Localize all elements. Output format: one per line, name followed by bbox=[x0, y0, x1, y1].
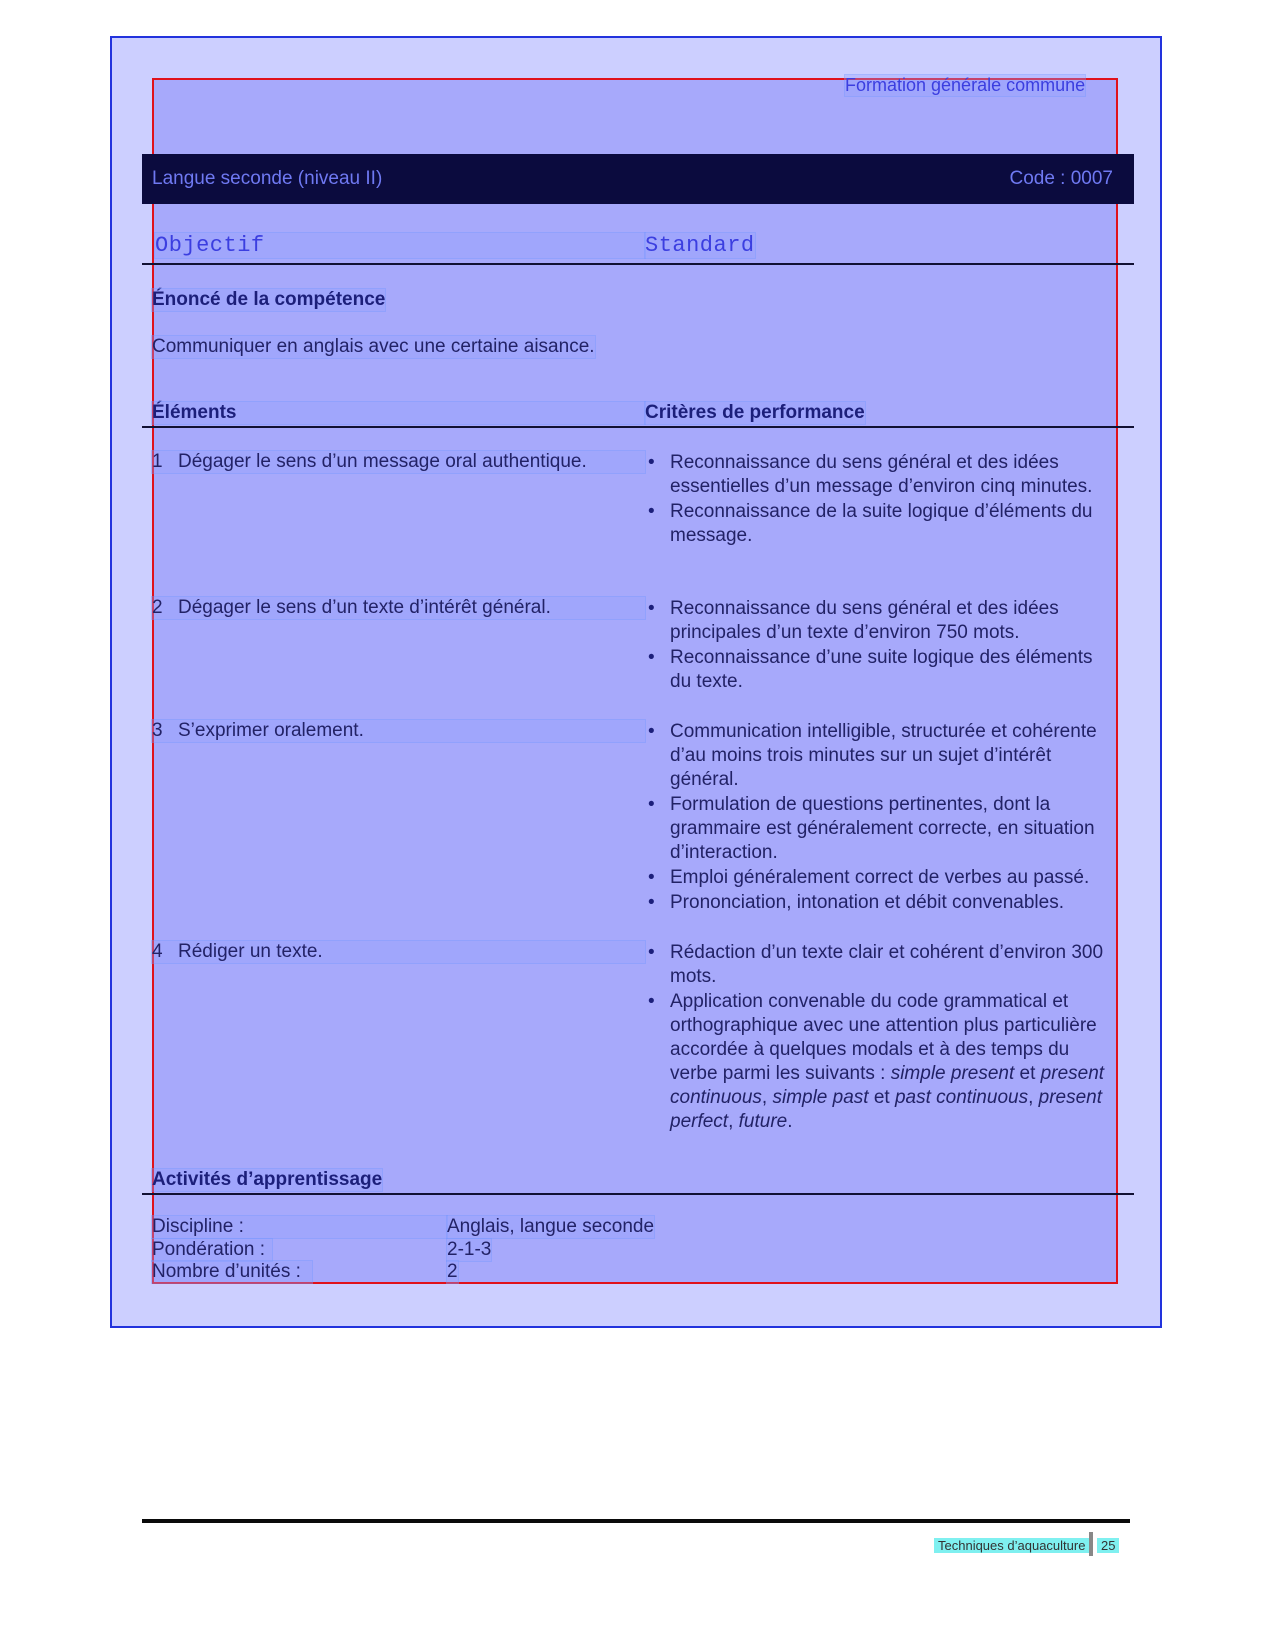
weighting-value: 2-1-3 bbox=[447, 1239, 492, 1260]
criterion: • Reconnaissance du sens général et des idées essentielles d’un message d’environ cinq minutes. bbox=[648, 451, 1103, 499]
criterion-text: et bbox=[1014, 1063, 1041, 1084]
element-number: 2 bbox=[152, 597, 163, 618]
element-text: S’exprimer oralement. bbox=[178, 720, 364, 741]
criterion: • Rédaction d’un texte clair et cohérent d’environ 300 mots. bbox=[648, 941, 1108, 989]
competence-heading: Énoncé de la compétence bbox=[152, 289, 386, 310]
criterion-text: , bbox=[761, 1087, 773, 1108]
criteria-heading: Critères de performance bbox=[645, 402, 865, 423]
tense-name: present perfect bbox=[670, 1087, 1103, 1132]
element-text: Rédiger un texte. bbox=[178, 941, 323, 962]
criterion-text: Application convenable du code grammatical et orthographique avec une attention plus particulière accordée à quelques modals et à des temps du verbe parmi les suivants : bbox=[670, 991, 1097, 1084]
standard-column-label: Standard bbox=[645, 233, 755, 258]
element-text: Dégager le sens d’un message oral authentique. bbox=[178, 451, 587, 472]
criteria-list bbox=[648, 597, 1103, 695]
element-number: 3 bbox=[152, 720, 163, 741]
element-row bbox=[152, 720, 645, 742]
course-code: Code : 0007 bbox=[1009, 168, 1113, 189]
discipline-value: Anglais, langue seconde bbox=[447, 1216, 655, 1237]
criterion bbox=[648, 990, 1108, 1134]
tense-name: simple present bbox=[890, 1063, 1015, 1084]
criterion: • Reconnaissance de la suite logique d’éléments du message. bbox=[648, 500, 1103, 548]
element-row bbox=[152, 941, 645, 963]
footer-separator bbox=[1089, 1532, 1093, 1556]
element-text: Dégager le sens d’un texte d’intérêt général. bbox=[178, 597, 551, 618]
criterion: • Emploi généralement correct de verbes au passé. bbox=[648, 866, 1108, 890]
tense-name: present continuous bbox=[670, 1063, 1105, 1108]
element-row bbox=[152, 597, 645, 619]
criterion: • Reconnaissance d’une suite logique des éléments du texte. bbox=[648, 646, 1103, 694]
criterion-text: et bbox=[868, 1087, 895, 1108]
units-value: 2 bbox=[447, 1261, 458, 1282]
discipline-label: Discipline : bbox=[152, 1216, 447, 1238]
course-title: Langue seconde (niveau II) bbox=[152, 168, 383, 189]
footer-rule bbox=[142, 1519, 1130, 1523]
criterion: • Reconnaissance du sens général et des idées principales d’un texte d’environ 750 mots. bbox=[648, 597, 1103, 645]
objective-column-label: Objectif bbox=[155, 233, 645, 258]
criterion: • Communication intelligible, structurée et cohérente d’au moins trois minutes sur un sujet d’intérêt général. bbox=[648, 720, 1108, 792]
criterion: • Prononciation, intonation et débit convenables. bbox=[648, 891, 1108, 915]
criteria-list bbox=[648, 451, 1103, 549]
element-number: 4 bbox=[152, 941, 163, 962]
criterion-text: , bbox=[1028, 1087, 1039, 1108]
weighting-label: Pondération : bbox=[152, 1239, 272, 1261]
criteria-list bbox=[648, 720, 1108, 916]
units-label: Nombre d’unités : bbox=[152, 1261, 312, 1283]
tense-name: future bbox=[738, 1111, 788, 1132]
divider bbox=[142, 426, 1134, 428]
series-label: Formation générale commune bbox=[845, 75, 1086, 95]
criterion: • Formulation de questions pertinentes, dont la grammaire est généralement correcte, en situation d’interaction. bbox=[648, 793, 1108, 865]
criteria-list bbox=[648, 941, 1108, 1135]
criterion-text: , bbox=[728, 1111, 739, 1132]
competence-statement: Communiquer en anglais avec une certaine aisance. bbox=[152, 336, 595, 357]
element-row bbox=[152, 451, 645, 473]
activities-heading: Activités d’apprentissage bbox=[152, 1169, 383, 1190]
criterion-text: . bbox=[787, 1111, 793, 1132]
tense-name: simple past bbox=[772, 1087, 869, 1108]
page-number: 25 bbox=[1097, 1538, 1119, 1553]
divider bbox=[142, 1193, 1134, 1195]
divider bbox=[142, 263, 1134, 265]
footer-program: Techniques d’aquaculture bbox=[934, 1538, 1089, 1553]
tense-name: past continuous bbox=[894, 1087, 1029, 1108]
elements-heading: Éléments bbox=[152, 402, 645, 424]
element-number: 1 bbox=[152, 451, 163, 472]
